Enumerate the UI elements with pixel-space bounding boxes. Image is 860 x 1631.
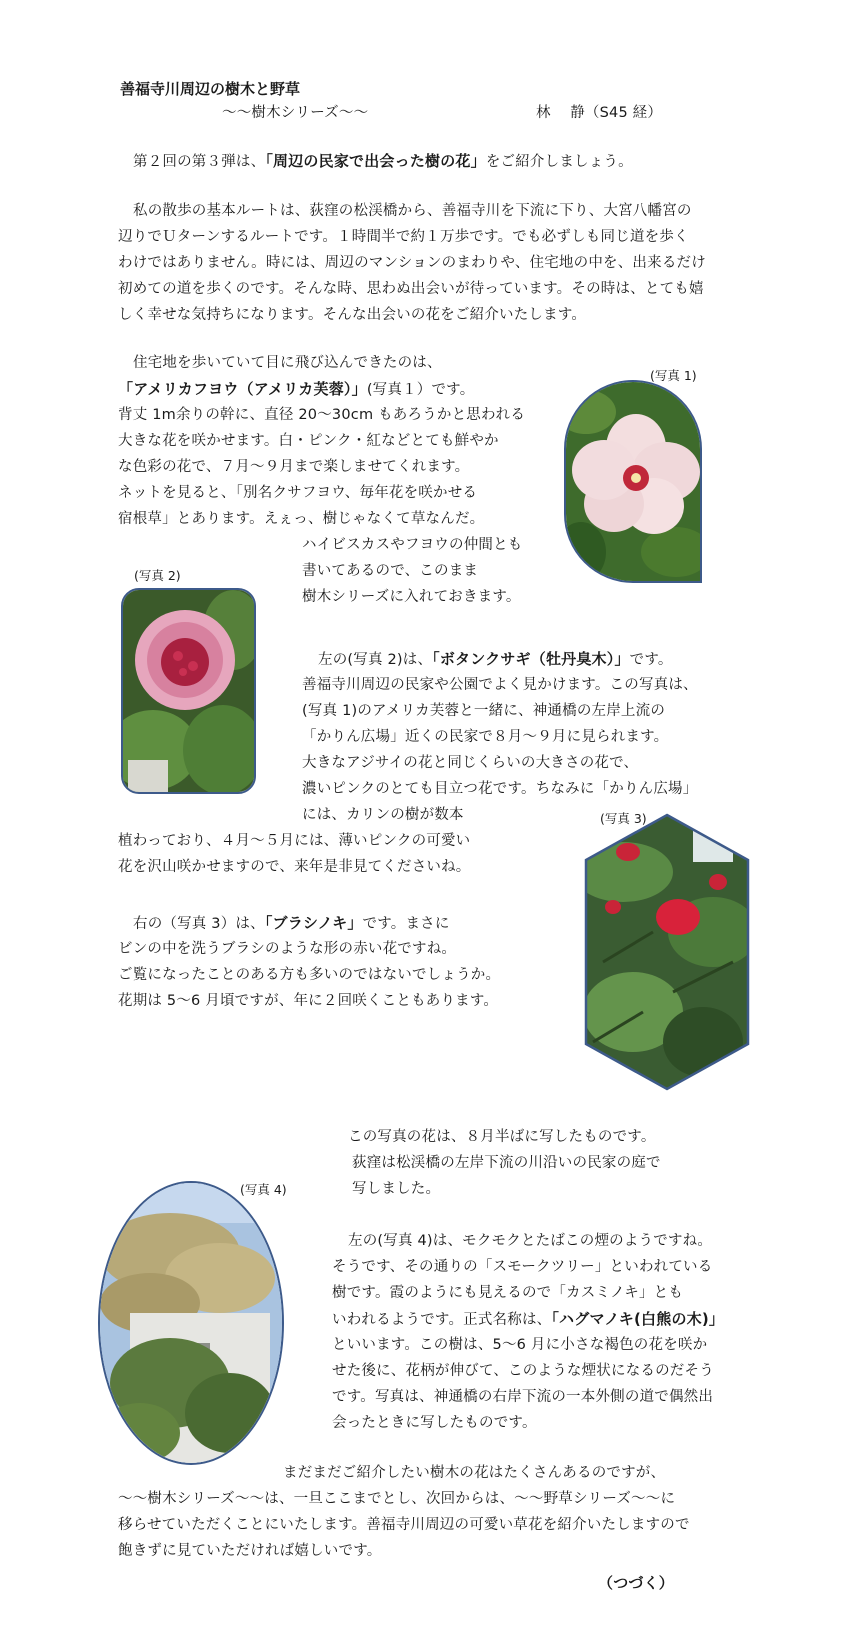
- botankusagi-image: [123, 590, 254, 792]
- para6-line: 左の(写真 4)は、モクモクとたばこの煙のようですね。: [348, 1233, 713, 1249]
- author: 林 静（S45 経）: [536, 105, 663, 121]
- para1-line: しく幸せな気持ちになります。そんな出会いの花をご紹介いたします。: [118, 307, 587, 323]
- para2-line: 書いてあるので、このまま: [302, 563, 479, 579]
- intro-c: をご紹介しましょう。: [485, 154, 633, 170]
- para1-line: 私の散歩の基本ルートは、荻窪の松渓橋から、善福寺川を下流に下り、大宮八幡宮の: [133, 203, 692, 219]
- para4-a: 右の（写真 3）は、: [133, 916, 265, 932]
- photo2-caption: (写真 2): [134, 568, 181, 583]
- para2-line: [118, 376, 474, 403]
- para4-line: ご覧になったことのある方も多いのではないでしょうか。: [118, 967, 501, 983]
- photo3-caption: (写真 3): [600, 811, 647, 826]
- article-title: 善福寺川周辺の樹木と野草: [120, 80, 301, 98]
- para4-bold: 「ブラシノキ」: [264, 914, 363, 932]
- para3-line: には、カリンの樹が数本: [302, 807, 464, 823]
- photo1-hibiscus: [564, 380, 702, 583]
- para2-line: ネットを見ると、「別名クサフヨウ、毎年花を咲かせる: [118, 485, 478, 501]
- para3-line: 「かりん広場」近くの民家で８月～９月に見られます。: [302, 729, 669, 745]
- para5-line: 荻窪は松渓橋の左岸下流の川沿いの民家の庭で: [352, 1155, 661, 1171]
- para7-line: ～～樹木シリーズ～～は、一旦ここまでとし、次回からは、～～野草シリーズ～～に: [118, 1491, 676, 1507]
- para3-a: 左の(写真 2)は、: [318, 652, 433, 668]
- photo1-caption: (写真 1): [650, 368, 697, 383]
- para7-line: 飽きずに見ていただければ嬉しいです。: [118, 1543, 382, 1559]
- para2-bold: 「アメリカフヨウ（アメリカ芙蓉）」: [118, 380, 367, 398]
- photo3-brushtree: [583, 812, 751, 1092]
- intro-a: 第２回の第３弾は、: [133, 154, 266, 170]
- para1-line: わけではありません。時には、周辺のマンションのまわりや、住宅地の中を、出来るだけ: [118, 255, 706, 271]
- para3-bold: 「ボタンクサギ（牡丹臭木）」: [432, 650, 630, 668]
- para4-line: ビンの中を洗うブラシのような形の赤い花ですね。: [118, 941, 457, 957]
- para2-line: な色彩の花で、７月～９月まで楽しませてくれます。: [118, 459, 470, 475]
- para6-line: せた後に、花柄が伸びて、このような煙状になるのだそう: [332, 1363, 714, 1379]
- para6-line: そうです、その通りの「スモークツリー」といわれている: [332, 1259, 713, 1275]
- photo4-caption: (写真 4): [240, 1182, 287, 1197]
- intro-bold: 「周辺の民家で出会った樹の花」: [265, 152, 486, 170]
- photo4-smoketree: [98, 1181, 284, 1465]
- para2-line: 住宅地を歩いていて目に飛び込んできたのは、: [133, 355, 442, 371]
- photo2-botankusagi: [121, 588, 256, 794]
- para1-line: 初めての道を歩くのです。そんな時、思わぬ出会いが待っています。その時は、とても嬉: [118, 281, 704, 297]
- intro-line: [133, 148, 633, 175]
- para6-line: 樹です。霞のようにも見えるので「カスミノキ」とも: [332, 1285, 684, 1301]
- para4-line: [133, 910, 450, 937]
- smoketree-image: [100, 1183, 282, 1463]
- para2-line: 背丈 1m余りの幹に、直径 20～30cm もあろうかと思われる: [118, 407, 526, 423]
- para2-line: 大きな花を咲かせます。白・ピンク・紅などとても鮮やか: [118, 433, 499, 449]
- closing: （つづく）: [598, 1574, 675, 1592]
- para3-c: です。: [629, 652, 673, 668]
- para5-line: 写しました。: [352, 1181, 441, 1197]
- para3-line: 大きなアジサイの花と同じくらいの大きさの花で、: [302, 755, 639, 771]
- para6-line: といいます。この樹は、5～6 月に小さな褐色の花を咲か: [332, 1337, 708, 1353]
- para6-a: いわれるようです。正式名称は、: [332, 1312, 552, 1328]
- para4-c: です。まさに: [362, 916, 450, 932]
- para3-line: [318, 646, 673, 673]
- para5-line: この写真の花は、８月半ばに写したものです。: [348, 1129, 656, 1145]
- para1-line: 辺りでＵターンするルートです。１時間半で約１万歩です。でも必ずしも同じ道を歩く: [118, 229, 689, 245]
- para2-line: ハイビスカスやフヨウの仲間とも: [302, 537, 523, 553]
- para3-line: 善福寺川周辺の民家や公園でよく見かけます。この写真は、: [302, 677, 698, 693]
- para6-line: です。写真は、神通橋の右岸下流の一本外側の道で偶然出: [332, 1389, 714, 1405]
- para4-line: 花期は 5～6 月頃ですが、年に２回咲くこともあります。: [118, 993, 499, 1009]
- para6-line: 会ったときに写したものです。: [332, 1415, 537, 1431]
- para3-line: (写真 1)のアメリカ芙蓉と一緒に、神通橋の左岸上流の: [302, 703, 666, 719]
- para2-line: 宿根草」とあります。えぇっ、樹じゃなくて草なんだ。: [118, 511, 485, 527]
- para2-rest: (写真１）です。: [366, 382, 475, 398]
- para6-line: [332, 1306, 724, 1333]
- para3-line: 植わっており、４月～５月には、薄いピンクの可愛い: [118, 833, 471, 849]
- para3-line: 花を沢山咲かせますので、来年是非見てくださいね。: [118, 859, 471, 875]
- series-label: ～～樹木シリーズ～～: [222, 105, 369, 121]
- hibiscus-image: [566, 382, 700, 581]
- para2-line: 樹木シリーズに入れておきます。: [302, 589, 521, 605]
- para7-line: 移らせていただくことにいたします。善福寺川周辺の可愛い草花を紹介いたしますので: [118, 1517, 690, 1533]
- para7-line: まだまだご紹介したい樹木の花はたくさんあるのですが、: [283, 1465, 666, 1481]
- para6-bold: 「ハグマノキ(白熊の木)」: [551, 1310, 725, 1328]
- para3-line: 濃いピンクのとても目立つ花です。ちなみに「かりん広場」: [302, 781, 698, 797]
